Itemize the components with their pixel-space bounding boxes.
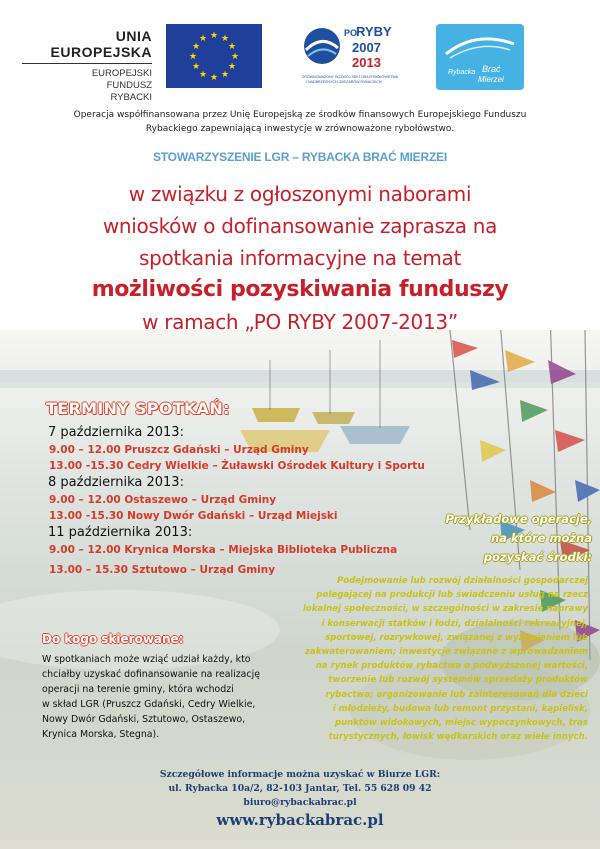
meeting-date: 7 października 2013: <box>48 425 184 440</box>
rybacka-text-3: Mierzei <box>478 75 504 84</box>
contact-info <box>0 768 600 810</box>
example-title-line-1: Przykładowe operacje, <box>445 512 592 526</box>
meeting-dates-list <box>48 424 428 578</box>
meeting-date: 11 października 2013: <box>48 525 193 540</box>
example-line: punktów widokowych, miejsc wypoczynkowych, tras <box>334 718 588 729</box>
rybacka-text-2: Brać <box>482 64 501 74</box>
audience-line: Nowy Dwór Gdański, Sztutowo, Ostaszewo, <box>42 714 246 725</box>
cofinancing-line-2: Rybackiego zapewniającą inwestycje w zrównoważone rybołówstwo. <box>145 124 455 134</box>
contact-line-1: Szczegółowe informacje można uzyskać w Biurze LGR: <box>159 769 441 780</box>
eu-divider <box>22 63 152 64</box>
meeting-slot: 13.00 -15.30 Nowy Dwór Gdański – Urząd Miejski <box>49 510 338 522</box>
heading-line-2: wniosków o dofinansowanie zaprasza na <box>102 214 498 238</box>
poryby-caption-1: ZRÓWNOWAŻONY ROZWÓJ SEKTORA RYBOŁÓWSTWA <box>302 75 398 79</box>
example-line: i młodzieży, budowa lub remont przystani, kąpielisk, <box>332 703 588 714</box>
audience-line: W spotkaniach może wziąć udział każdy, kto <box>42 654 251 665</box>
example-line: tworzenie lub rozwój systemów sprzedaży produktów <box>328 675 588 686</box>
svg-text:★: ★ <box>198 34 208 44</box>
svg-text:★: ★ <box>191 42 201 52</box>
rybacka-brac-logo <box>436 24 524 90</box>
main-heading <box>0 178 600 338</box>
heading-line-1: w związku z ogłoszonymi naborami <box>128 182 472 206</box>
audience-line: operacji na terenie gminy, która wchodzi <box>42 684 234 695</box>
example-operations-text <box>280 574 588 744</box>
po-ryby-logo <box>300 22 405 92</box>
svg-text:★: ★ <box>227 42 237 52</box>
example-line: Podejmowanie lub rozwój działalności gospodarczej <box>336 576 588 586</box>
contact-email: biuro@rybackabrac.pl <box>243 797 357 808</box>
svg-text:★: ★ <box>188 52 198 62</box>
example-line: polegającej na produkcji lub świadczeniu usług na rzecz <box>316 590 588 601</box>
audience-line: Krynica Morska, Stegna). <box>42 729 160 740</box>
audience-line: w skład LGR (Pruszcz Gdański, Cedry Wielkie, <box>42 699 256 710</box>
meeting-slot: 13.00 – 15.30 Sztutowo – Urząd Gminy <box>49 564 276 576</box>
example-line: zakwaterowaniem; inwestycje związane z wprowadzaniem <box>304 647 588 658</box>
heading-line-5: w ramach „PO RYBY 2007-2013” <box>142 310 458 334</box>
svg-text:★: ★ <box>227 62 237 72</box>
meeting-date: 8 października 2013: <box>48 475 184 490</box>
contact-address: ul. Rybacka 10a/2, 82-103 Jantar, Tel. 55 628 09 42 <box>168 783 432 794</box>
eu-sub-3: RYBACKI <box>110 92 152 103</box>
target-audience-text <box>42 652 302 742</box>
heading-line-3: spotkania informacyjne na temat <box>138 246 462 270</box>
example-operations-title <box>400 510 592 567</box>
eu-sub-2: FUNDUSZ <box>106 80 152 91</box>
heading-line-4: możliwości pozyskiwania funduszy <box>91 277 509 302</box>
example-title-line-2: na które można <box>491 531 592 545</box>
example-line: turystycznych, łowisk wędkarskich oraz wiele innych. <box>328 732 588 743</box>
poryby-caption-2: I NADBRZEŻNYCH OBSZARÓW RYBACKICH <box>306 80 382 84</box>
meeting-slot: 13.00 -15.30 Cedry Wielkie – Żuławski Ośrodek Kultury i Sportu <box>49 460 425 472</box>
example-title-line-3: pozyskać środki: <box>483 550 592 564</box>
example-line: sportowej, rozrywkowej, związanej z wyżywieniem lub <box>325 632 588 643</box>
example-line: lokalnej społeczności, w szczególności w zakresie naprawy <box>302 604 588 615</box>
svg-text:★: ★ <box>209 31 219 41</box>
poryby-ryby-text: RYBY <box>356 24 392 39</box>
svg-text:★: ★ <box>220 34 230 44</box>
meeting-dates-title: TERMINY SPOTKAŃ: <box>46 399 230 418</box>
svg-text:★: ★ <box>230 52 240 62</box>
svg-text:★: ★ <box>209 73 219 83</box>
poryby-2013-text: 2013 <box>352 55 381 70</box>
poryby-2007-text: 2007 <box>352 40 381 55</box>
poryby-po-text: PO <box>344 28 358 38</box>
svg-text:★: ★ <box>191 62 201 72</box>
svg-text:★: ★ <box>198 70 208 80</box>
cofinancing-note <box>40 108 560 136</box>
eu-flag-icon <box>166 24 262 88</box>
organization-name: STOWARZYSZENIE LGR – RYBACKA BRAĆ MIERZEI <box>152 150 448 164</box>
meeting-slot: 9.00 – 12.00 Krynica Morska – Miejska Biblioteka Publiczna <box>49 544 398 556</box>
cofinancing-line-1: Operacja współfinansowana przez Unię Europejską ze środków finansowych Europejskiego Funduszu <box>73 110 527 120</box>
website-url: www.rybackabrac.pl <box>216 811 384 829</box>
example-line: i konserwacji statków i łodzi, działalności rekreacyjnej, <box>321 618 588 629</box>
eu-sub-1: EUROPEJSKI <box>91 68 152 79</box>
eu-title: UNIA EUROPEJSKA <box>50 28 152 60</box>
target-audience-title: Do kogo skierowane: <box>42 632 184 646</box>
eu-text-block <box>22 28 152 104</box>
audience-line: chciałby uzyskać dofinansowanie na realizację <box>42 669 260 680</box>
meeting-slot: 9.00 – 12.00 Ostaszewo – Urząd Gminy <box>49 494 277 506</box>
example-line: na rynek produktów rybactwa o podwyższonej wartości, <box>315 661 588 672</box>
rybacka-text-1: Rybacka <box>448 69 476 76</box>
meeting-slot: 9.00 – 12.00 Pruszcz Gdański – Urząd Gminy <box>49 444 309 456</box>
svg-text:★: ★ <box>220 70 230 80</box>
example-line: rybactwa; organizowanie lub zainteresowań dla dzieci <box>325 689 588 700</box>
